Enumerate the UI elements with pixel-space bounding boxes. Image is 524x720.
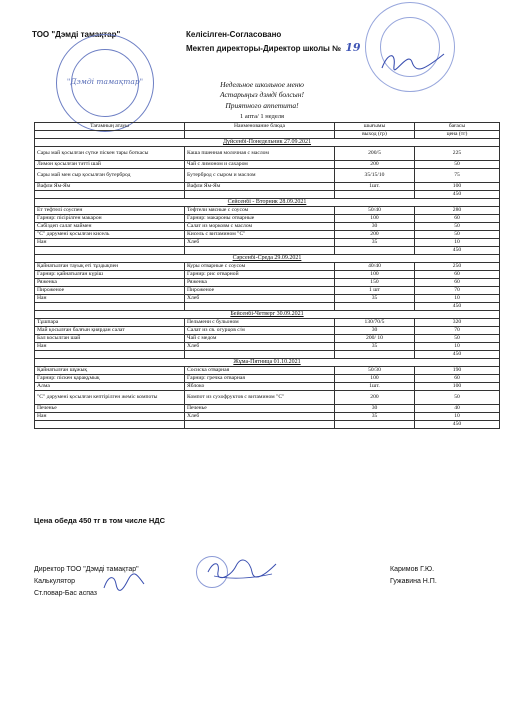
dish-name-ru: Гарнир: макароны отварные [185, 215, 335, 223]
table-header-row [35, 123, 500, 131]
col-output-ru: выход (гр) [335, 131, 415, 139]
menu-item-row [35, 343, 500, 351]
dish-output: 35 [335, 295, 415, 303]
dish-price: 60 [415, 279, 500, 287]
director-label: Директор ТОО "Дэмді тамақтар" [34, 566, 139, 573]
dish-price: 10 [415, 295, 500, 303]
dish-name-kz: Сары май қосылған сүтке піскен тары боткасы [35, 147, 185, 161]
menu-item-row [35, 183, 500, 191]
company-stamp-text: "Дэмді тамақтар" [66, 77, 144, 86]
dish-name-ru: Пироженое [185, 287, 335, 295]
dish-name-ru: Хлеб [185, 413, 335, 421]
dish-name-ru: Печенье [185, 405, 335, 413]
dish-name-kz: Печенье [35, 405, 185, 413]
dish-name-ru: Чай с лимоном и сахаром [185, 161, 335, 169]
dish-price: 50 [415, 335, 500, 343]
dish-name-ru: Салат из св. огурцов с/м [185, 327, 335, 335]
dish-name-kz: Бал косылган шай [35, 335, 185, 343]
dish-name-kz: Нан [35, 295, 185, 303]
menu-greeting-ru: Приятного аппетита! [225, 101, 299, 110]
dish-output: 100 [335, 215, 415, 223]
dish-name-ru: Хлеб [185, 239, 335, 247]
dish-name-kz: Қайнатылған тауық еті тұздықпен [35, 263, 185, 271]
menu-item-row [35, 405, 500, 413]
day-title: Жұма-Пятница 01.10.2021 [35, 359, 500, 367]
dish-name-kz: Гарнир: піскен қарақұмық [35, 375, 185, 383]
director-signature [378, 46, 448, 76]
day-total-row [35, 421, 500, 429]
dish-output: 100 [335, 271, 415, 279]
dish-name-kz: Гарнир: қайнатылған күріш [35, 271, 185, 279]
week-label: 1 апта/ 1 неделя [240, 113, 284, 120]
day-header-row [35, 359, 500, 367]
dish-name-kz: Нан [35, 413, 185, 421]
dish-name-kz: Сәбіздеп салат маймен [35, 223, 185, 231]
dish-name-ru: Хлеб [185, 295, 335, 303]
day-title: Сейсенбі - Вторник 28.09.2021 [35, 199, 500, 207]
dish-name-kz: Вафли Ям-Ям [35, 183, 185, 191]
dish-name-kz: Лимон қосылған тәтті шай [35, 161, 185, 169]
dish-output: 1шт. [335, 183, 415, 191]
dish-price: 100 [415, 383, 500, 391]
calculator-signature [100, 570, 148, 594]
dish-output: 200 [335, 231, 415, 239]
dish-name-ru: Гарнир: гречка отварная [185, 375, 335, 383]
day-total-row [35, 351, 500, 359]
dish-output: 1 шт [335, 287, 415, 295]
dish-price: 60 [415, 375, 500, 383]
menu-item-row [35, 279, 500, 287]
dish-price: 50 [415, 161, 500, 169]
menu-item-row [35, 223, 500, 231]
dish-name-kz: Нан [35, 239, 185, 247]
dish-price: 10 [415, 343, 500, 351]
dish-name-kz: Ет тефтелі соуспен [35, 207, 185, 215]
dish-price: 70 [415, 327, 500, 335]
dish-output: 40/40 [335, 263, 415, 271]
dish-name-ru: Вафли Ям-Ям [185, 183, 335, 191]
chief-cook-label: Ст.повар-Бас аспаз [34, 590, 98, 597]
day-header-row [35, 199, 500, 207]
dish-name-kz: Тұшпара [35, 319, 185, 327]
dish-name-kz: "С" дәрумені қосылған кисель [35, 231, 185, 239]
dish-price: 50 [415, 223, 500, 231]
day-header-row [35, 311, 500, 319]
dish-price: 40 [415, 405, 500, 413]
col-name-ru: Наименование блюда [185, 123, 335, 131]
menu-item-row [35, 375, 500, 383]
day-total: 450 [415, 351, 500, 359]
menu-greeting-kz: Астарыңыз дэмді болсын! [220, 90, 304, 99]
menu-item-row [35, 161, 500, 169]
menu-item-row [35, 271, 500, 279]
menu-item-row [35, 367, 500, 375]
dish-output: 200/ 10 [335, 335, 415, 343]
day-title: Дүйсенбі-Понедельник 27.09.2021 [35, 139, 500, 147]
dish-output: 100 [335, 375, 415, 383]
day-total-row [35, 303, 500, 311]
col-price [415, 123, 500, 131]
dish-name-kz: Гарнир: пісірілген макарон [35, 215, 185, 223]
menu-item-row [35, 215, 500, 223]
day-header-row [35, 139, 500, 147]
dish-name-ru: Пельмени с бульоном [185, 319, 335, 327]
menu-item-row [35, 231, 500, 239]
menu-item-row [35, 295, 500, 303]
dish-price: 70 [415, 287, 500, 295]
director-name: Каримов Г.Ю. [390, 566, 435, 573]
day-total: 450 [415, 247, 500, 255]
col-output-kz: шығымы [363, 123, 386, 130]
dish-name-kz: Пироженое [35, 287, 185, 295]
calculator-label: Калькулятор [34, 578, 75, 585]
school-number: 19 [345, 41, 361, 54]
menu-item-row [35, 239, 500, 247]
dish-output: 30 [335, 405, 415, 413]
dish-name-ru: Гарнир: рис отварной [185, 271, 335, 279]
dish-output: 200 [335, 161, 415, 169]
dish-price: 60 [415, 215, 500, 223]
director-school-label: Мектеп директоры-Директор школы № [186, 44, 342, 53]
calculator-name: Гужавина Н.П. [390, 578, 437, 585]
dish-output: 150 [335, 279, 415, 287]
day-total: 450 [415, 191, 500, 199]
dish-name-ru: Хлеб [185, 343, 335, 351]
dish-name-ru: Салат из морковм с маслом [185, 223, 335, 231]
dish-name-kz: Нан [35, 343, 185, 351]
menu-item-row [35, 263, 500, 271]
day-total: 450 [415, 421, 500, 429]
dish-name-ru: Кисель с витамином "С" [185, 231, 335, 239]
dish-name-kz: Алма [35, 383, 185, 391]
menu-item-row [35, 169, 500, 183]
day-title: Сәрсенбі-Среда 29.09.2021 [35, 255, 500, 263]
table-header-row-2 [35, 131, 500, 139]
dish-output: 35/15/10 [335, 169, 415, 183]
dish-name-ru: Яблоко [185, 383, 335, 391]
dish-name-kz: Май қосылған балғын қиярдан салат [35, 327, 185, 335]
dish-name-ru: Сосиска отварная [185, 367, 335, 375]
dish-name-ru: Куры отварные с соусом [185, 263, 335, 271]
menu-table [34, 122, 500, 429]
director-school-line [186, 41, 361, 54]
dish-price: 280 [415, 207, 500, 215]
dish-price: 60 [415, 271, 500, 279]
day-title: Бейсенбі-Четверг 30.09.2021 [35, 311, 500, 319]
col-price-kz: бағасы [448, 123, 466, 130]
agreed-label: Келісілген-Согласовано [186, 30, 282, 39]
dish-name-ru: Ряженка [185, 279, 335, 287]
dish-price: 75 [415, 169, 500, 183]
dish-name-ru: Чай с медом [185, 335, 335, 343]
dish-name-ru: Каша пшенная молочная с маслом [185, 147, 335, 161]
director-footer-signature [206, 558, 278, 582]
company-name: ТОО "Дэмді тамақтар" [32, 30, 121, 39]
menu-title: Недельное школьное меню [220, 80, 304, 89]
dish-output: 50/30 [335, 367, 415, 375]
menu-item-row [35, 147, 500, 161]
menu-item-row [35, 287, 500, 295]
dish-name-kz: Сары май мен сыр қосылған бутерброд [35, 169, 185, 183]
dish-price: 50 [415, 231, 500, 239]
dish-price: 190 [415, 367, 500, 375]
dish-output: 35 [335, 413, 415, 421]
dish-output: 30 [335, 223, 415, 231]
menu-item-row [35, 335, 500, 343]
dish-price: 100 [415, 183, 500, 191]
dish-price: 10 [415, 239, 500, 247]
dish-price: 320 [415, 319, 500, 327]
menu-item-row [35, 413, 500, 421]
menu-item-row [35, 383, 500, 391]
dish-name-ru: Бутерброд с сыром и маслом [185, 169, 335, 183]
dish-name-ru: Тефтели мясные с соусом [185, 207, 335, 215]
dish-price: 50 [415, 391, 500, 405]
lunch-price-note: Цена обеда 450 тг в том числе НДС [34, 516, 166, 525]
dish-output: 35 [335, 239, 415, 247]
menu-item-row [35, 319, 500, 327]
day-total-row [35, 191, 500, 199]
dish-output: 30 [335, 327, 415, 335]
dish-output: 35 [335, 343, 415, 351]
col-name-kz: Тағамның атауы [35, 123, 185, 131]
day-header-row [35, 255, 500, 263]
dish-name-kz: "С" дәрумені қосылған кептірілген жеміс компоты [35, 391, 185, 405]
dish-name-ru: Компот из сухофруктов с витамином "С" [185, 391, 335, 405]
dish-name-kz: Қайнатылған шұжық [35, 367, 185, 375]
dish-price: 250 [415, 263, 500, 271]
menu-item-row [35, 207, 500, 215]
dish-price: 10 [415, 413, 500, 421]
menu-item-row [35, 391, 500, 405]
dish-output: 50/40 [335, 207, 415, 215]
day-total: 450 [415, 303, 500, 311]
dish-price: 225 [415, 147, 500, 161]
menu-item-row [35, 327, 500, 335]
dish-name-kz: Ряженка [35, 279, 185, 287]
dish-output: 1шт. [335, 383, 415, 391]
col-output [335, 123, 415, 131]
dish-output: 130/70/5 [335, 319, 415, 327]
col-price-ru: цена (тг) [415, 131, 500, 139]
day-total-row [35, 247, 500, 255]
dish-output: 200/5 [335, 147, 415, 161]
dish-output: 200 [335, 391, 415, 405]
